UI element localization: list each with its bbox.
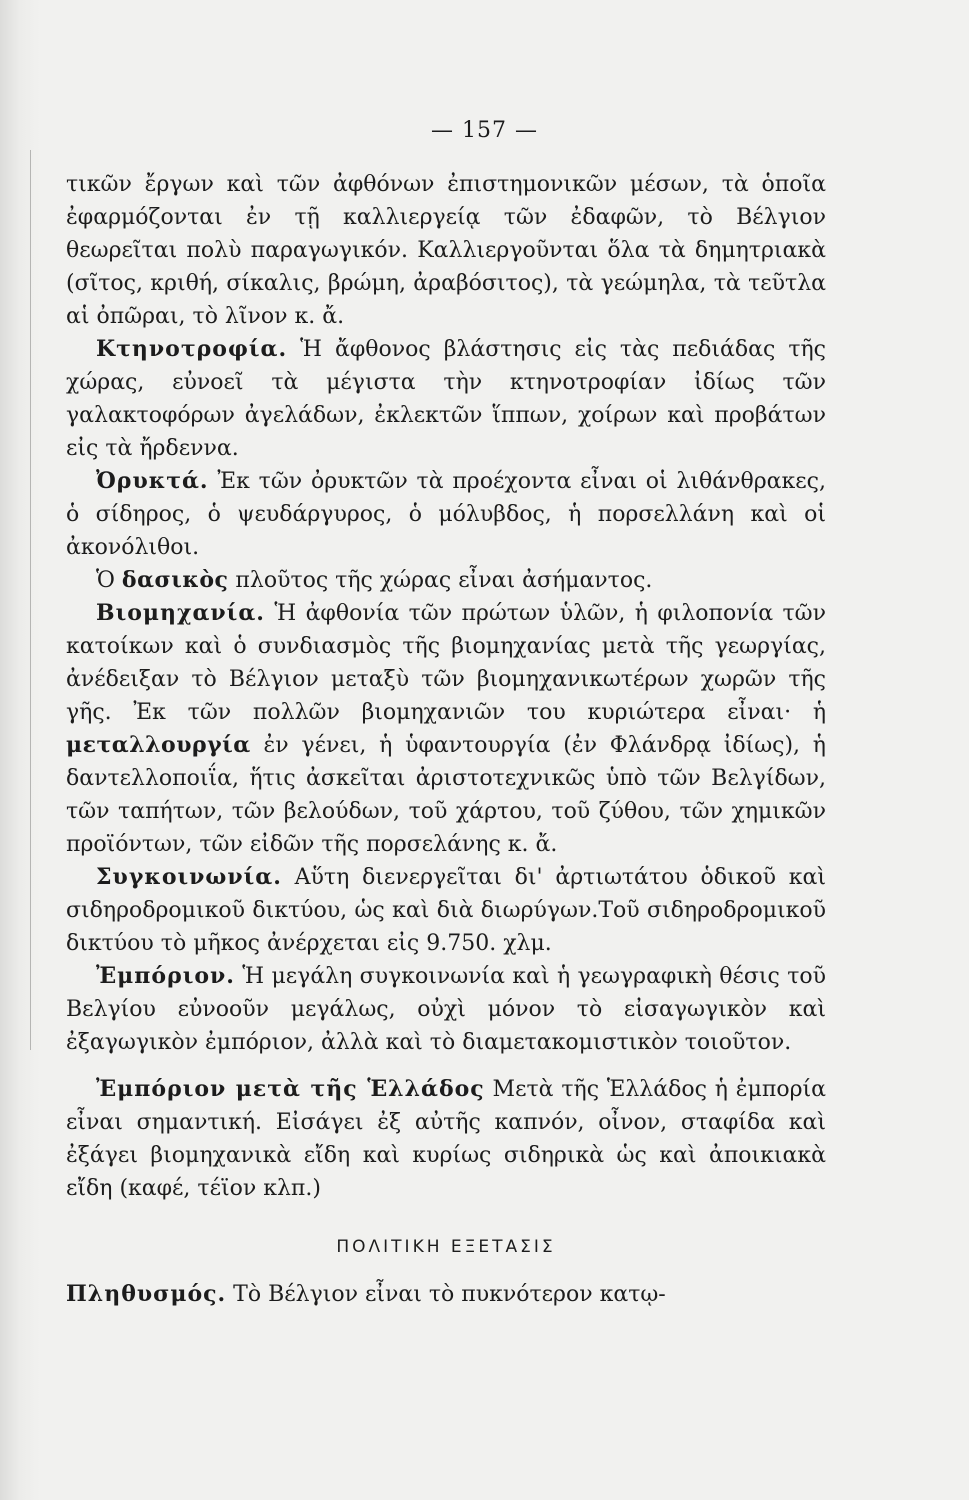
paragraph-text: Ἐκ τῶν ὀρυκτῶν τὰ προέχοντα εἶναι οἱ λιθάνθρακες, ὁ σίδηρος, ὁ ψευδάργυρος, ὁ μόλυβδος, ἡ πορσελλάνη καὶ οἱ ἀκονόλιθοι. <box>66 469 826 560</box>
paragraph-text: Ἡ μεγάλη συγκοινωνία καὶ ἡ γεωγραφικὴ θέσις τοῦ Βελγίου εὐνοοῦν μεγάλως, οὐχὶ μόνον τὸ εἰσαγωγικὸν καὶ ἐξαγωγικὸν ἐμπόριον, ἀλλὰ καὶ τὸ διαμετακομιστικὸν τοιοῦτον. <box>66 964 826 1055</box>
paragraph-industry <box>66 597 826 861</box>
paragraph-text: Τὸ Βέλγιον εἶναι τὸ πυκνότερον κατῳ- <box>226 1282 666 1307</box>
heading-trade: Ἐμπόριον. <box>96 963 235 989</box>
paragraph-text: Αὕτη διενεργεῖται δι' ἀρτιωτάτου ὁδικοῦ καὶ σιδηροδρομικοῦ δικτύου, ὡς καὶ διὰ διωρύγων.Τοῦ σιδηροδρομικοῦ δικτύου τὸ μῆκος ἀνέρχεται εἰς 9.750. χλμ. <box>66 865 826 956</box>
paragraph-communications <box>66 861 826 960</box>
heading-trade-greece: Ἐμπόριον μετὰ τῆς Ἑλλάδος <box>96 1076 485 1102</box>
page-number: — 157 — <box>431 118 538 143</box>
heading-industry: Βιομηχανία. <box>96 600 265 626</box>
paragraph-population <box>66 1278 826 1311</box>
paragraph-text: Μετὰ τῆς Ἑλλάδος ἡ ἐμπορία εἶναι σημαντική. Εἰσάγει ἐξ αὐτῆς καπνόν, οἶνον, σταφίδα καὶ ἐξάγει βιομηχανικὰ εἴδη καὶ κυρίως σιδηρικὰ ὡς καὶ ἀποικιακὰ εἴδη (καφέ, τέϊον κλπ.) <box>66 1077 826 1201</box>
heading-communications: Συγκοινωνία. <box>96 864 282 890</box>
body-text <box>66 168 826 1311</box>
paragraph-forest <box>66 564 826 597</box>
section-title: ΠΟΛΙΤΙΚΗ ΕΞΕΤΑΣΙΣ <box>336 1237 556 1257</box>
paragraph-text: ἐν γένει, ἡ ὑφαντουργία (ἐν Φλάνδρᾳ ἰδίως), ἡ δαντελλοποιΐα, ἥτις ἀσκεῖται ἀριστοτεχνικῶς ὑπὸ τῶν Βελγίδων, τῶν ταπήτων, τῶν βελούδων, τοῦ χάρτου, τοῦ ζύθου, τῶν χημικῶν προϊόντων, τῶν εἰδῶν τῆς πορσελάνης κ. ἄ. <box>66 733 826 857</box>
binding-fold-line <box>30 150 31 1050</box>
paragraph-minerals <box>66 465 826 564</box>
heading-livestock: Κτηνοτροφία. <box>96 336 288 362</box>
heading-population: Πληθυσμός. <box>66 1281 227 1307</box>
paragraph-agriculture <box>66 168 826 333</box>
emphasis-forest: δασικὸς <box>121 567 229 593</box>
paragraph-text: Ὁ <box>96 568 122 593</box>
spacer <box>66 1059 826 1073</box>
emphasis-metallurgy: μεταλλουργία <box>66 732 251 758</box>
paragraph-livestock <box>66 333 826 465</box>
paragraph-trade <box>66 960 826 1059</box>
heading-minerals: Ὀρυκτά. <box>96 468 209 494</box>
paragraph-text: Ἡ ἄφθονος βλάστησις εἰς τὰς πεδιάδας τῆς χώρας, εὐνοεῖ τὰ μέγιστα τὴν κτηνοτροφίαν ἰδίως τῶν γαλακτοφόρων ἀγελάδων, ἐκλεκτῶν ἵππων, χοίρων καὶ προβάτων εἰς τὰ ἤρδεννα. <box>66 337 826 461</box>
paragraph-trade-greece <box>66 1073 826 1205</box>
paragraph-text: Ἡ ἀφθονία τῶν πρώτων ὑλῶν, ἡ φιλοπονία τῶν κατοίκων καὶ ὁ συνδιασμὸς τῆς βιομηχανίας μετὰ τῆς γεωργίας, ἀνέδειξαν τὸ Βέλγιον μεταξὺ τῶν βιομηχανικωτέρων χωρῶν τῆς γῆς. Ἐκ τῶν πολλῶν βιομηχανιῶν του κυριώτερα εἶναι· ἡ <box>66 601 826 725</box>
paragraph-text: πλοῦτος τῆς χώρας εἶναι ἀσήμαντος. <box>228 568 653 593</box>
binding-shadow <box>0 0 40 1500</box>
paragraph-text: τικῶν ἔργων καὶ τῶν ἀφθόνων ἐπιστημονικῶν μέσων, τὰ ὁποῖα ἐφαρμόζονται ἐν τῇ καλλιεργείᾳ τῶν ἐδαφῶν, τὸ Βέλγιον θεωρεῖται πολὺ παραγωγικόν. Καλλιεργοῦνται ὅλα τὰ δημητριακὰ (σῖτος, κριθή, σίκαλις, βρώμη, ἀραβόσιτος), τὰ γεώμηλα, τὰ τεῦτλα αἱ ὀπῶραι, τὸ λῖνον κ. ἄ. <box>66 172 826 329</box>
